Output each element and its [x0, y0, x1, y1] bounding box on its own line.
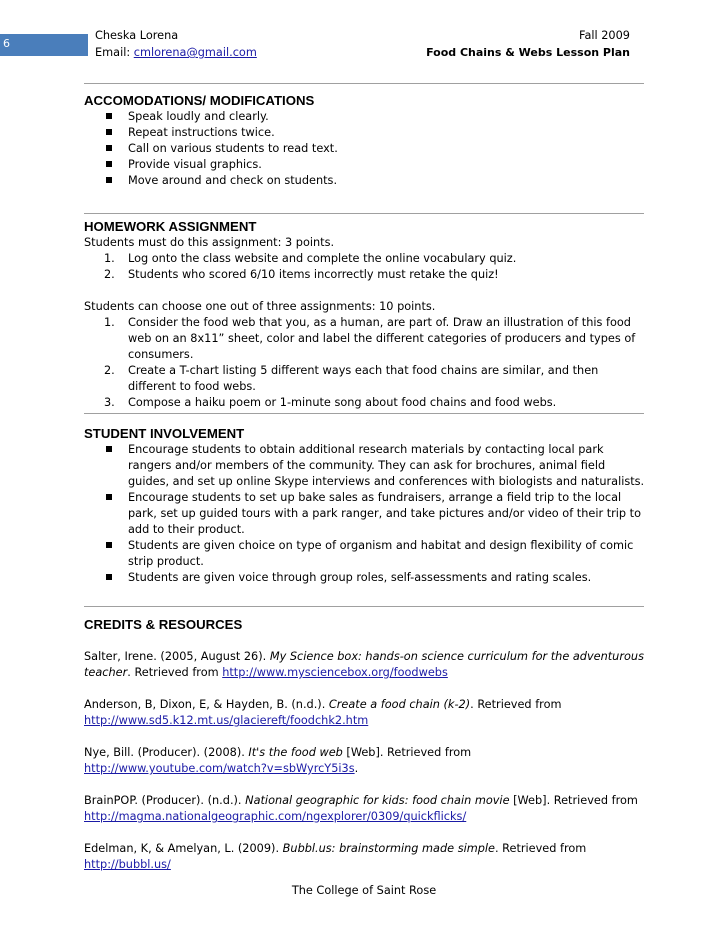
reference-item: Nye, Bill. (Producer). (2008). It's the food web [Web]. Retrieved from http://www.youtube.com/watch?v=sbWyrcY5i3s.: [84, 746, 472, 775]
reference-link[interactable]: http://www.mysciencebox.org/foodwebs: [222, 666, 448, 679]
homework-choice-list: [84, 315, 649, 411]
reference-link[interactable]: http://www.youtube.com/watch?v=sbWyrcY5i3s: [84, 762, 355, 775]
reference-item: BrainPOP. (Producer). (n.d.). National geographic for kids: food chain movie [Web]. Retrieved from http://magma.nationalgeographic.com/ngexplorer/0309/quickflicks/: [84, 794, 638, 823]
reference-item: Salter, Irene. (2005, August 26). My Science box: hands-on science curriculum for the adventurous teacher. Retrieved from http://www.mysciencebox.org/foodwebs: [84, 650, 644, 679]
accommodations-section: [84, 92, 649, 189]
list-item: Provide visual graphics.: [84, 157, 649, 173]
reference-link[interactable]: http://magma.nationalgeographic.com/ngexplorer/0309/quickflicks/: [84, 810, 467, 823]
homework-section: [84, 218, 649, 411]
involvement-list: [84, 442, 649, 586]
accommodations-title: ACCOMODATIONS/ MODIFICATIONS: [84, 93, 315, 108]
involvement-title: STUDENT INVOLVEMENT: [84, 426, 245, 441]
email-label: Email:: [95, 46, 131, 59]
homework-intro-choice: Students can choose one out of three assignments: 10 points.: [84, 300, 436, 313]
list-item: Call on various students to read text.: [84, 141, 649, 157]
section-divider: [84, 606, 644, 607]
homework-intro-required: Students must do this assignment: 3 points.: [84, 236, 335, 249]
section-divider: [84, 413, 644, 414]
plan-title: Food Chains & Webs Lesson Plan: [426, 46, 630, 59]
credits-title: CREDITS & RESOURCES: [84, 617, 243, 632]
list-item: Move around and check on students.: [84, 173, 649, 189]
term: Fall 2009: [578, 29, 630, 42]
list-item: 2. Students who scored 6/10 items incorrectly must retake the quiz!: [104, 268, 499, 281]
homework-title: HOMEWORK ASSIGNMENT: [84, 219, 257, 234]
page-number: 6: [3, 37, 10, 50]
involvement-section: [84, 425, 649, 586]
reference-link[interactable]: http://www.sd5.k12.mt.us/glaciereft/foodchk2.htm: [84, 714, 369, 727]
list-item: 1. Log onto the class website and complete the online vocabulary quiz.: [104, 252, 517, 265]
section-divider: [84, 213, 644, 214]
list-item: 2. Create a T-chart listing 5 different ways each that food chains are similar, and then different to food webs.: [104, 364, 599, 393]
reference-link[interactable]: http://bubbl.us/: [84, 858, 171, 871]
page-footer: The College of Saint Rose: [291, 884, 437, 897]
list-item: Students are given choice on type of organism and habitat and design flexibility of comic strip product.: [84, 538, 649, 570]
homework-required-list: [84, 251, 649, 283]
list-item: 3. Compose a haiku poem or 1-minute song about food chains and food webs.: [104, 396, 557, 409]
list-item: 1. Consider the food web that you, as a human, are part of. Draw an illustration of this food web on an 8x11” sheet, color and label the different categories of producers and types of consumers.: [104, 316, 636, 361]
list-item: Encourage students to set up bake sales as fundraisers, arrange a field trip to the local park, set up guided tours with a park ranger, and take pictures and/or video of their trip to add to their product.: [84, 490, 649, 538]
email-line: [95, 44, 257, 61]
credits-section: [84, 616, 649, 889]
page-number-tab: [0, 34, 88, 56]
list-item: Encourage students to obtain additional research materials by contacting local park rangers and/or members of the community. They can ask for brochures, animal field guides, and set up online Skype interviews and conferences with biologists and naturalists.: [84, 442, 649, 490]
list-item: Speak loudly and clearly.: [84, 109, 649, 125]
email-link[interactable]: cmlorena@gmail.com: [133, 46, 257, 59]
header-divider: [84, 83, 644, 84]
reference-item: Anderson, B, Dixon, E, & Hayden, B. (n.d.). Create a food chain (k-2). Retrieved from http://www.sd5.k12.mt.us/glaciereft/foodchk2.htm: [84, 698, 562, 727]
reference-item: Edelman, K, & Amelyan, L. (2009). Bubbl.us: brainstorming made simple. Retrieved from http://bubbl.us/: [84, 842, 587, 871]
accommodations-list: [84, 109, 649, 189]
header-left: [95, 27, 257, 61]
list-item: Repeat instructions twice.: [84, 125, 649, 141]
author-name: Cheska Lorena: [95, 29, 179, 42]
list-item: Students are given voice through group roles, self-assessments and rating scales.: [84, 570, 649, 586]
header-right: [426, 27, 630, 61]
